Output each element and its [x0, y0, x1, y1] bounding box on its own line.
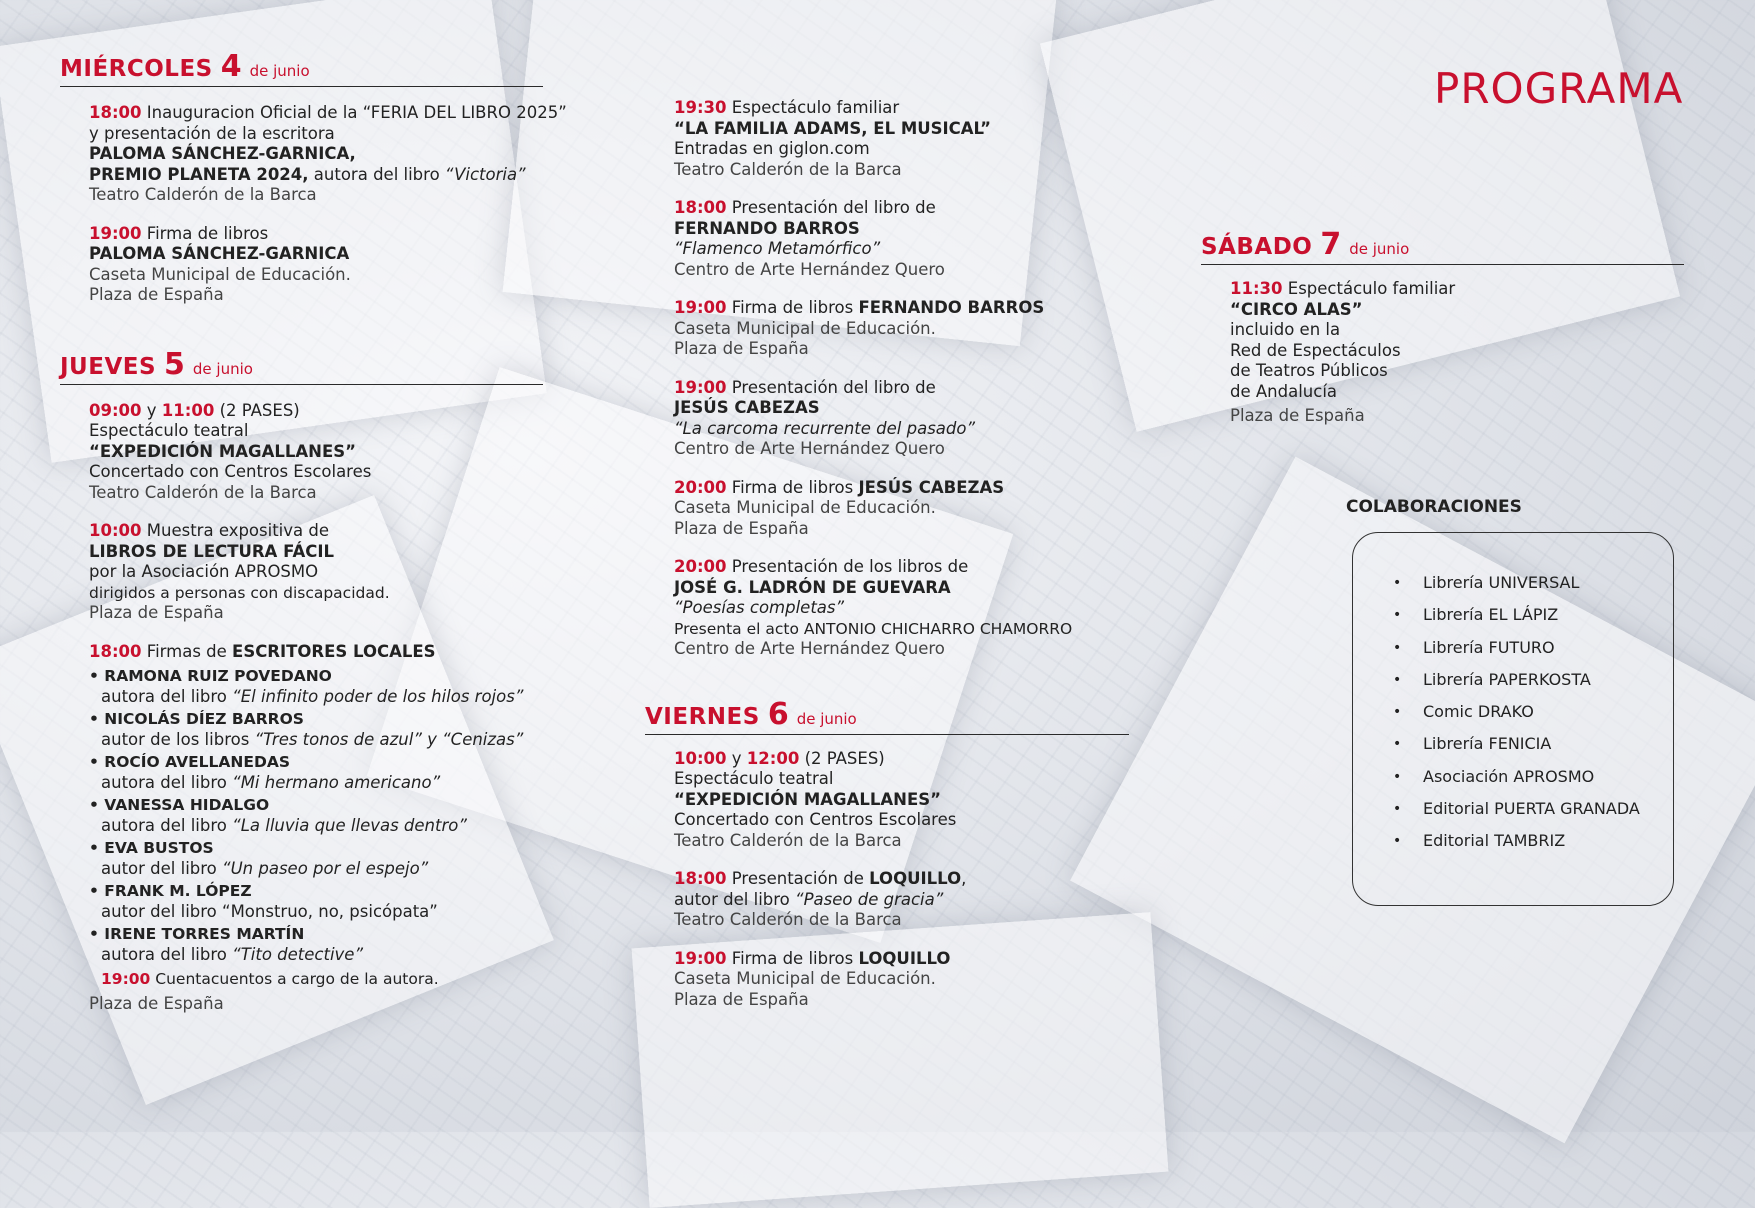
book-title: “Un paseo por el espejo” — [222, 858, 429, 878]
event-time: 11:00 — [161, 400, 215, 420]
event-inauguracion — [89, 103, 567, 206]
event-text: Presentación de — [726, 869, 870, 888]
event-text: Cuentacuentos a cargo de la autora. — [150, 970, 439, 988]
event-award: PREMIO PLANETA 2024, — [89, 164, 309, 184]
author-name: • FRANK M. LÓPEZ — [89, 882, 252, 900]
event-author: JOSÉ G. LADRÓN DE GUEVARA — [674, 577, 951, 597]
day-header-saturday — [1201, 227, 1684, 265]
event-text: Espectáculo teatral — [89, 421, 249, 440]
event-fernando-barros — [674, 198, 1130, 280]
event-place: Plaza de España — [674, 518, 809, 538]
event-escritores-locales — [89, 642, 543, 1015]
event-text: Firma de libros — [146, 223, 269, 243]
event-text: Concertado con Centros Escolares — [89, 462, 372, 481]
event-author: LOQUILLO — [858, 948, 951, 968]
event-place: Plaza de España — [1230, 406, 1365, 425]
author-list — [89, 666, 543, 965]
event-text: de Andalucía — [1230, 381, 1338, 401]
event-text: (2 PASES) — [214, 400, 300, 420]
event-text: Espectáculo familiar — [1282, 279, 1456, 298]
event-text: y — [141, 400, 162, 420]
book-title: “Flamenco Metamórfico” — [674, 239, 881, 258]
colaboraciones-list — [1353, 567, 1673, 858]
event-text: Presentación del libro de — [726, 198, 936, 217]
column-middle — [645, 82, 1130, 1010]
event-book-title: “Victoria” — [444, 164, 526, 184]
event-text: (2 PASES) — [799, 748, 885, 768]
day-month: de junio — [249, 62, 310, 80]
event-familia-adams — [674, 98, 1130, 180]
author-name: • RAMONA RUIZ POVEDANO — [89, 667, 332, 685]
day-month: de junio — [192, 359, 253, 378]
event-show-title: “EXPEDICIÓN MAGALLANES” — [674, 789, 941, 809]
event-place: Plaza de España — [674, 989, 809, 1009]
colaboraciones-title: COLABORACIONES — [1346, 497, 1522, 517]
day-name: MIÉRCOLES — [60, 56, 213, 82]
list-item: • Editorial PUERTA GRANADA — [1393, 793, 1673, 825]
event-author: JESÚS CABEZAS — [858, 477, 1005, 497]
event-time: 20:00 — [674, 557, 727, 576]
author-name: • NICOLÁS DÍEZ BARROS — [89, 710, 304, 728]
event-time: 20:00 — [674, 477, 727, 497]
event-lectura-facil — [89, 521, 543, 624]
event-jesus-cabezas — [674, 378, 1130, 460]
author-desc: autor del libro — [101, 858, 223, 878]
event-text: Concertado con Centros Escolares — [674, 810, 957, 829]
event-text: , — [961, 869, 967, 888]
list-item — [89, 881, 543, 922]
author-name: • ROCÍO AVELLANEDAS — [89, 753, 290, 771]
event-text: Red de Espectáculos — [1230, 340, 1401, 360]
book-title: y “Cenizas” — [421, 729, 524, 749]
event-circo-alas — [1230, 279, 1684, 427]
event-text: Firma de libros — [726, 477, 859, 497]
event-time: 12:00 — [746, 748, 800, 768]
event-title: LIBROS DE LECTURA FÁCIL — [89, 541, 334, 561]
book-title: “La carcoma recurrente del pasado” — [674, 418, 976, 438]
author-desc: autora del libro — [101, 815, 233, 835]
event-time: 19:00 — [101, 970, 151, 988]
event-time: 19:00 — [674, 298, 727, 317]
event-text: Inauguracion Oficial de la “FERIA DEL LIBRO 2025” — [146, 103, 567, 122]
author-desc: autora del libro — [101, 772, 233, 792]
list-item: • Librería PAPERKOSTA — [1393, 664, 1673, 696]
day-header-friday — [645, 696, 1129, 735]
event-place: Centro de Arte Hernández Quero — [674, 259, 945, 279]
event-text: Presentación del libro de — [726, 377, 936, 397]
book-title: “La lluvia que llevas dentro” — [232, 815, 467, 835]
author-desc: autor de los libros — [101, 729, 255, 749]
author-name: • EVA BUSTOS — [89, 839, 214, 857]
event-text: Presenta el acto ANTONIO CHICHARRO CHAMORRO — [674, 619, 1073, 638]
event-time: 19:00 — [674, 948, 727, 968]
event-firma-fernando — [674, 298, 1130, 360]
event-expedicion-jueves — [89, 401, 543, 504]
list-item: • Comic DRAKO — [1393, 696, 1673, 728]
event-text: Firmas de — [141, 641, 233, 661]
event-text: dirigidos a personas con discapacidad. — [89, 583, 390, 602]
event-place: Teatro Calderón de la Barca — [674, 159, 902, 179]
event-place: Plaza de España — [89, 285, 224, 304]
day-number: 6 — [767, 696, 789, 732]
day-name: JUEVES — [60, 353, 157, 380]
page-title: PROGRAMA — [1434, 64, 1684, 113]
list-item: • Librería FENICIA — [1393, 728, 1673, 760]
event-text: Espectáculo familiar — [726, 98, 900, 117]
list-item — [89, 752, 543, 793]
list-item — [89, 924, 543, 965]
list-item — [89, 666, 543, 707]
event-text: Firma de libros — [726, 298, 859, 317]
list-item — [89, 795, 543, 836]
author-desc: autora del libro — [101, 944, 233, 964]
day-name: VIERNES — [645, 703, 760, 730]
day-month: de junio — [796, 709, 857, 728]
colaboraciones-box — [1352, 532, 1674, 906]
event-show-title: “EXPEDICIÓN MAGALLANES” — [89, 441, 356, 461]
event-time: 09:00 — [89, 400, 142, 420]
event-text: y — [726, 748, 747, 768]
day-number: 7 — [1320, 227, 1342, 262]
event-text: Presentación de los libros de — [726, 557, 969, 576]
event-author: LOQUILLO — [869, 869, 962, 888]
event-title: ESCRITORES LOCALES — [232, 641, 436, 661]
event-place: Centro de Arte Hernández Quero — [674, 439, 945, 458]
event-text: de Teatros Públicos — [1230, 361, 1388, 380]
event-place: Plaza de España — [89, 993, 224, 1013]
book-title: “Tres tonos de azul” — [254, 729, 422, 749]
event-text: por la Asociación APROSMO — [89, 562, 319, 581]
event-time: 10:00 — [89, 521, 142, 540]
event-time: 10:00 — [674, 748, 727, 768]
event-place: Teatro Calderón de la Barca — [89, 185, 317, 204]
event-place: Teatro Calderón de la Barca — [89, 482, 317, 502]
event-ladron-guevara — [674, 557, 1130, 660]
event-text: y presentación de la escritora — [89, 123, 335, 143]
event-place: Teatro Calderón de la Barca — [674, 910, 902, 929]
list-item — [89, 838, 543, 879]
author-name: • IRENE TORRES MARTÍN — [89, 925, 305, 943]
column-right — [1201, 227, 1684, 427]
day-number: 5 — [164, 346, 185, 382]
event-time: 19:00 — [89, 223, 142, 243]
author-desc: autor del libro “Monstruo, no, psicópata” — [101, 901, 438, 921]
book-title: “Tito detective” — [232, 944, 363, 964]
event-time: 11:30 — [1230, 279, 1283, 298]
event-place: Centro de Arte Hernández Quero — [674, 639, 945, 658]
event-place: Caseta Municipal de Educación. — [674, 969, 936, 988]
book-title: “El infinito poder de los hilos rojos” — [232, 686, 524, 706]
event-time: 19:00 — [674, 377, 727, 397]
event-place: Plaza de España — [89, 603, 224, 622]
event-author: FERNANDO BARROS — [858, 298, 1045, 317]
event-text: Muestra expositiva de — [141, 521, 330, 540]
event-firma-jesus — [674, 478, 1130, 540]
list-item — [89, 709, 543, 750]
day-month: de junio — [1349, 240, 1410, 258]
event-place: Caseta Municipal de Educación. — [674, 498, 936, 517]
day-name: SÁBADO — [1201, 234, 1313, 260]
event-author: JESÚS CABEZAS — [674, 398, 820, 417]
event-expedicion-viernes — [674, 749, 1130, 852]
event-text: autora del libro — [308, 164, 445, 184]
author-name: • VANESSA HIDALGO — [89, 796, 270, 814]
list-item: • Librería UNIVERSAL — [1393, 567, 1673, 599]
author-desc: autora del libro — [101, 686, 233, 706]
event-author: FERNANDO BARROS — [674, 218, 860, 238]
list-item: • Editorial TAMBRIZ — [1393, 825, 1673, 857]
event-time: 18:00 — [89, 103, 142, 122]
event-text: Espectáculo teatral — [674, 769, 834, 788]
event-show-title: “LA FAMILIA ADAMS, EL MUSICAL” — [674, 118, 991, 138]
day-header-thursday — [60, 346, 543, 385]
event-text: Firma de libros — [726, 948, 859, 968]
event-time: 19:30 — [674, 98, 727, 117]
event-place: Plaza de España — [674, 339, 809, 358]
event-text: incluido en la — [1230, 320, 1341, 339]
event-time: 18:00 — [674, 198, 727, 217]
event-show-title: “CIRCO ALAS” — [1230, 299, 1363, 319]
event-author: PALOMA SÁNCHEZ-GARNICA, — [89, 144, 356, 163]
list-item: • Asociación APROSMO — [1393, 761, 1673, 793]
event-firma-paloma — [89, 224, 543, 306]
list-item: • Librería EL LÁPIZ — [1393, 599, 1673, 631]
event-loquillo — [674, 869, 1130, 931]
book-title: “Mi hermano americano” — [232, 772, 441, 792]
list-item: • Librería FUTURO — [1393, 632, 1673, 664]
event-place: Teatro Calderón de la Barca — [674, 830, 902, 850]
book-title: “Poesías completas” — [674, 598, 845, 617]
day-header-wednesday — [60, 49, 543, 87]
column-left — [60, 49, 567, 1014]
event-time: 18:00 — [674, 869, 727, 888]
event-text: Entradas en giglon.com — [674, 139, 870, 158]
event-place: Caseta Municipal de Educación. — [89, 264, 351, 284]
event-text: autor del libro — [674, 889, 796, 909]
event-firma-loquillo — [674, 949, 1130, 1011]
day-number: 4 — [220, 49, 242, 84]
book-title: “Paseo de gracia” — [795, 889, 944, 909]
event-place: Caseta Municipal de Educación. — [674, 318, 936, 338]
event-author: PALOMA SÁNCHEZ-GARNICA — [89, 244, 350, 263]
event-time: 18:00 — [89, 641, 142, 661]
